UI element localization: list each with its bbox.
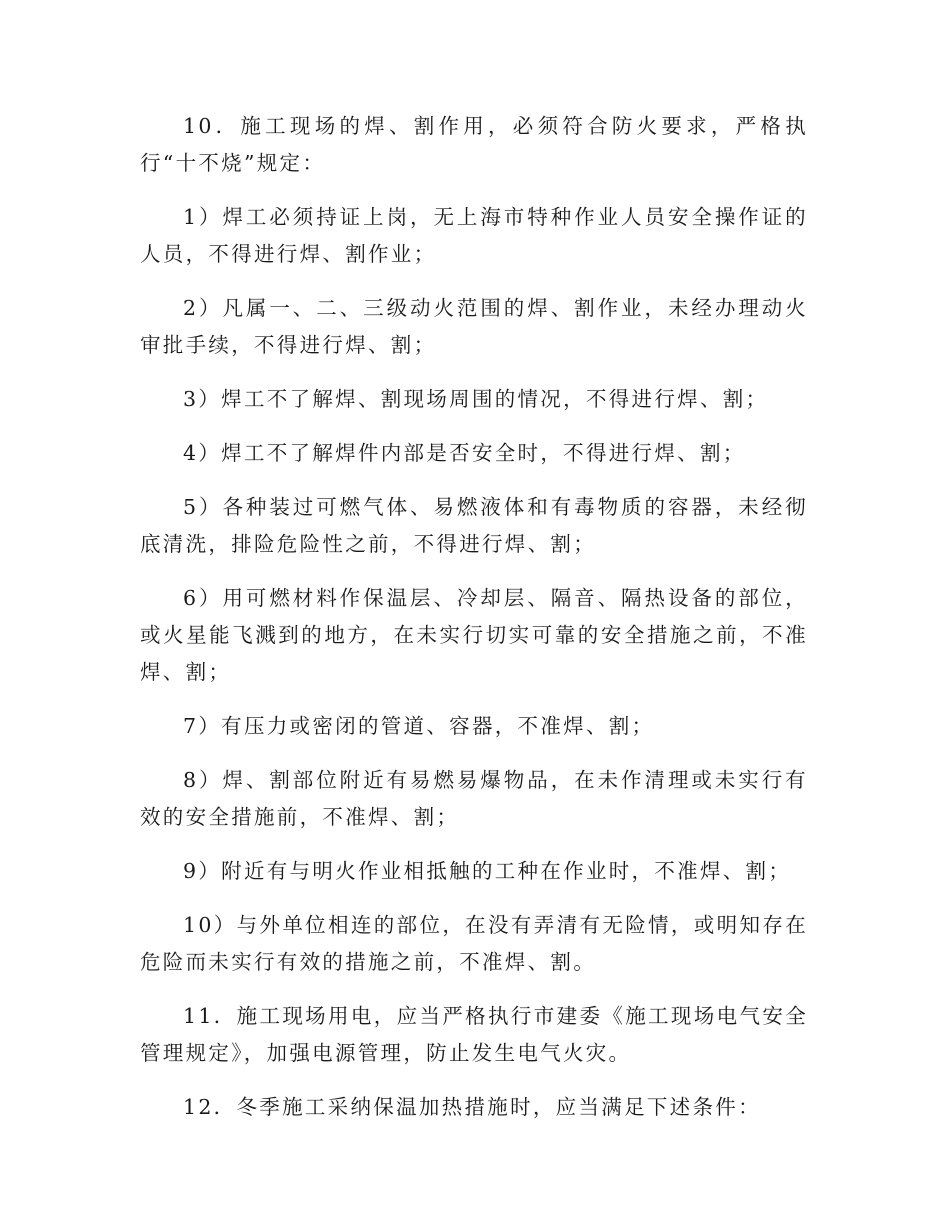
paragraph-item-12: 12．冬季施工采纳保温加热措施时，应当满足下述条件： xyxy=(183,1095,761,1119)
paragraph-item-10: 10．施工现场的焊、割作用，必须符合防火要求，严格执行“十不烧”规定： xyxy=(140,114,808,175)
list-item-5: 5）各种装过可燃气体、易燃液体和有毒物质的容器，未经彻底清洗，排险危险性之前，不得进行焊、割； xyxy=(140,495,808,556)
list-item-7: 7）有压力或密闭的管道、容器，不准焊、割； xyxy=(183,714,655,738)
list-item-4: 4）焊工不了解焊件内部是否安全时，不得进行焊、割； xyxy=(183,441,746,465)
paragraph-item-11: 11．施工现场用电，应当严格执行市建委《施工现场电气安全管理规定》，加强电源管理，防止发生电气火灾。 xyxy=(140,1004,808,1065)
list-item-9: 9）附近有与明火作业相抵触的工种在作业时，不准焊、割； xyxy=(183,859,792,883)
list-item-1: 1）焊工必须持证上岗，无上海市特种作业人员安全操作证的人员，不得进行焊、割作业； xyxy=(140,205,808,266)
list-item-2: 2）凡属一、二、三级动火范围的焊、割作业，未经办理动火审批手续，不得进行焊、割； xyxy=(140,296,808,357)
document-body xyxy=(140,108,808,1143)
list-item-10: 10）与外单位相连的部位，在没有弄清有无险情，或明知存在危险而未实行有效的措施之前，不准焊、割。 xyxy=(140,913,808,974)
list-item-3: 3）焊工不了解焊、割现场周围的情况，不得进行焊、割； xyxy=(183,387,769,411)
list-item-8: 8）焊、割部位附近有易燃易爆物品，在未作清理或未实行有效的安全措施前，不准焊、割； xyxy=(140,768,808,829)
list-item-6: 6）用可燃材料作保温层、冷却层、隔音、隔热设备的部位，或火星能飞溅到的地方，在未实行切实可靠的安全措施之前，不准焊、割； xyxy=(140,586,808,684)
